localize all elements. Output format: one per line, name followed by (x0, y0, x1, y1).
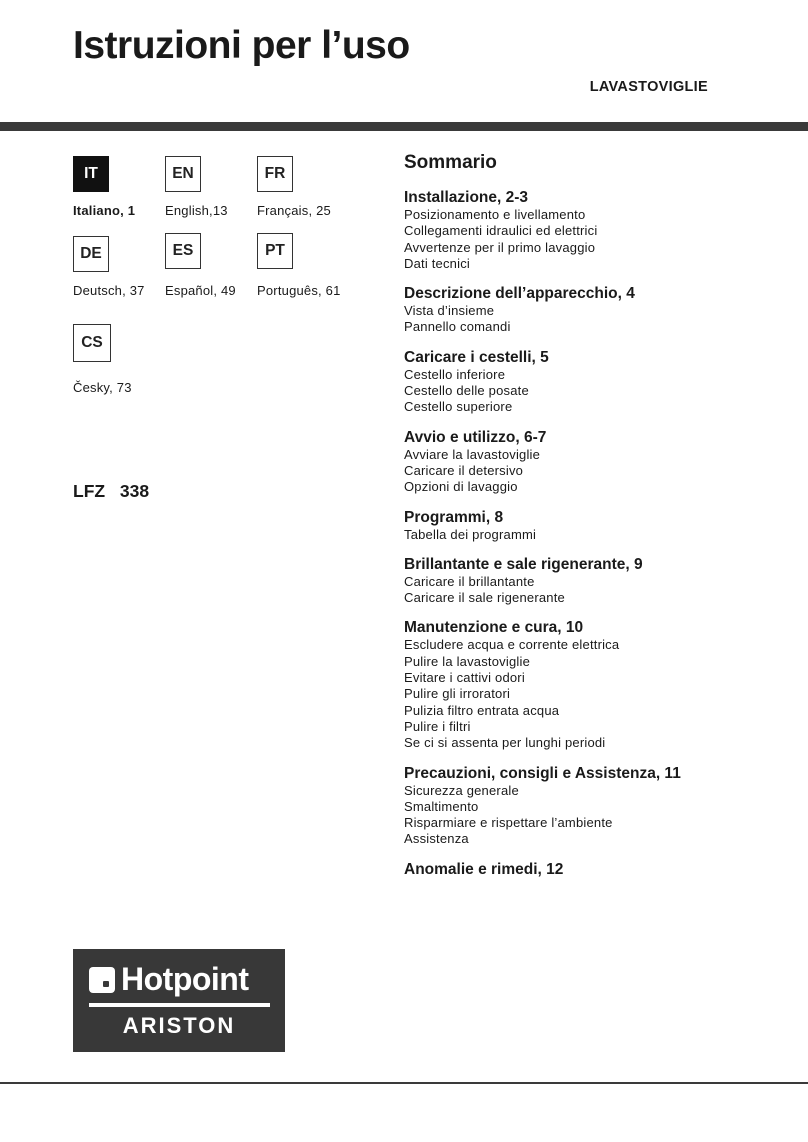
toc-section (404, 188, 794, 272)
logo-wordmark-top (89, 961, 249, 998)
language-page-label: English,13 (165, 203, 228, 218)
toc-item[interactable]: Vista d’insieme (404, 303, 495, 319)
toc-section-heading[interactable]: Avvio e utilizzo, 6-7 (404, 428, 547, 446)
toc-item[interactable]: Pulire i filtri (404, 718, 471, 734)
table-of-contents (404, 152, 794, 891)
hotpoint-mark-icon (89, 967, 115, 993)
toc-section (404, 618, 794, 751)
toc-item[interactable]: Assistenza (404, 831, 469, 847)
toc-item[interactable]: Se ci si assenta per lunghi periodi (404, 735, 606, 751)
language-code-box[interactable]: IT (73, 156, 109, 192)
toc-section-heading[interactable]: Programmi, 8 (404, 508, 504, 526)
toc-item[interactable]: Pulire la lavastoviglie (404, 653, 530, 669)
toc-item[interactable]: Avvertenze per il primo lavaggio (404, 239, 596, 255)
toc-item[interactable]: Caricare il detersivo (404, 462, 524, 478)
toc-section (404, 508, 794, 543)
toc-section (404, 860, 794, 879)
header-divider (0, 122, 808, 131)
toc-item[interactable]: Tabella dei programmi (404, 526, 537, 542)
model-number: LFZ 338 (73, 481, 150, 501)
toc-item[interactable]: Risparmiare e rispettare l’ambiente (404, 815, 613, 831)
language-it[interactable] (73, 156, 173, 218)
toc-item[interactable]: Cestello inferiore (404, 366, 506, 382)
language-de[interactable] (73, 236, 173, 298)
language-code-box[interactable]: DE (73, 236, 109, 272)
language-code-box[interactable]: ES (165, 233, 201, 269)
language-page-label: Deutsch, 37 (73, 283, 145, 298)
toc-item[interactable]: Cestello superiore (404, 399, 513, 415)
toc-item[interactable]: Smaltimento (404, 798, 479, 814)
toc-item[interactable]: Escludere acqua e corrente elettrica (404, 637, 620, 653)
logo-name-top: Hotpoint (121, 961, 249, 997)
language-code-box[interactable]: EN (165, 156, 201, 192)
footer-divider (0, 1082, 808, 1084)
toc-item[interactable]: Collegamenti idraulici ed elettrici (404, 223, 598, 239)
language-code-box[interactable]: FR (257, 156, 293, 192)
language-page-label: Español, 49 (165, 283, 236, 298)
logo-name-bottom: ARISTON (122, 1013, 236, 1038)
toc-item[interactable]: Caricare il brillantante (404, 573, 535, 589)
language-es[interactable] (165, 233, 265, 298)
toc-section (404, 764, 794, 848)
contents-sections (404, 188, 794, 879)
language-code-box[interactable]: PT (257, 233, 293, 269)
toc-item[interactable]: Opzioni di lavaggio (404, 479, 518, 495)
hotpoint-ariston-logo (73, 949, 285, 1052)
toc-item[interactable]: Evitare i cattivi odori (404, 670, 525, 686)
toc-section (404, 428, 794, 496)
language-page-label: Česky, 73 (73, 380, 132, 395)
toc-item[interactable]: Pannello comandi (404, 319, 511, 335)
logo-divider (89, 1003, 270, 1007)
toc-section-heading[interactable]: Installazione, 2-3 (404, 189, 529, 206)
contents-title: Sommario (404, 152, 497, 173)
toc-item[interactable]: Cestello delle posate (404, 383, 529, 399)
toc-section-heading[interactable]: Manutenzione e cura, 10 (404, 619, 584, 637)
toc-item[interactable]: Posizionamento e livellamento (404, 207, 586, 222)
toc-section (404, 555, 794, 607)
product-category: LAVASTOVIGLIE (589, 79, 708, 95)
language-page-label: Français, 25 (257, 203, 331, 218)
language-cs[interactable] (73, 324, 173, 395)
toc-item[interactable]: Pulizia filtro entrata acqua (404, 702, 560, 718)
language-fr[interactable] (257, 156, 357, 218)
language-pt[interactable] (257, 233, 357, 298)
toc-section-heading[interactable]: Descrizione dell’apparecchio, 4 (404, 285, 635, 303)
page-title: Istruzioni per l’uso (73, 24, 410, 67)
toc-section (404, 284, 794, 336)
language-page-label: Italiano, 1 (73, 203, 136, 218)
toc-item[interactable]: Dati tecnici (404, 255, 470, 271)
toc-section-heading[interactable]: Anomalie e rimedi, 12 (404, 860, 564, 878)
toc-item[interactable]: Pulire gli irroratori (404, 686, 511, 702)
language-en[interactable] (165, 156, 265, 218)
toc-section-heading[interactable]: Caricare i cestelli, 5 (404, 348, 549, 366)
toc-item[interactable]: Caricare il sale rigenerante (404, 590, 565, 606)
toc-section-heading[interactable]: Brillantante e sale rigenerante, 9 (404, 555, 643, 573)
language-code-box[interactable]: CS (73, 324, 111, 362)
toc-item[interactable]: Avviare la lavastoviglie (404, 446, 541, 462)
language-page-label: Português, 61 (257, 283, 341, 298)
toc-section (404, 348, 794, 416)
toc-section-heading[interactable]: Precauzioni, consigli e Assistenza, 11 (404, 764, 681, 782)
toc-item[interactable]: Sicurezza generale (404, 782, 519, 798)
